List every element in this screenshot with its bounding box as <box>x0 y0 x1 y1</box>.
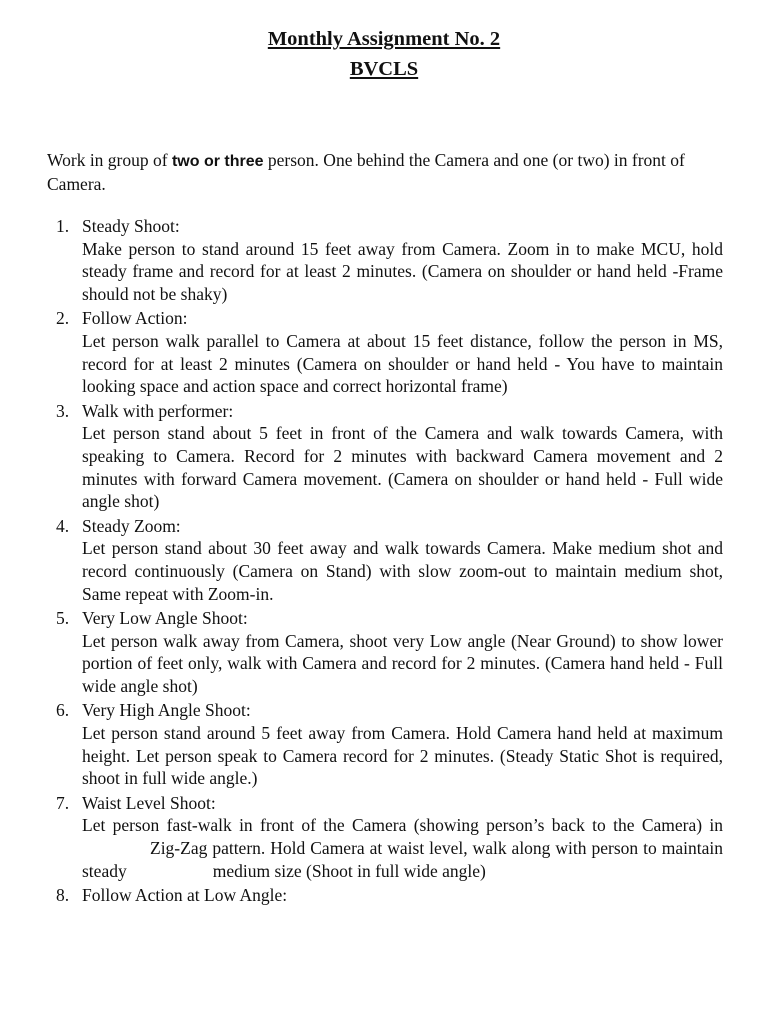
list-item <box>47 699 723 789</box>
list-item <box>47 884 723 907</box>
item-body: Let person walk away from Camera, shoot very Low angle (Near Ground) to show lower portion of feet only, walk with Camera and record for 2 minutes. (Camera hand held - Full wide angle shot) <box>82 630 723 696</box>
item-heading: Waist Level Shoot: <box>82 792 216 813</box>
item-number: 7. <box>56 792 70 813</box>
document-title: Monthly Assignment No. 2 <box>267 28 501 50</box>
item-heading: Follow Action at Low Angle: <box>82 885 288 906</box>
document-subtitle: BVCLS <box>349 58 419 80</box>
item-number: 6. <box>56 700 70 721</box>
item-body: Let person walk parallel to Camera at about 15 feet distance, follow the person in MS, record for at least 2 minutes (Camera on shoulder or hand held - You have to maintain looking space and action space and correct horizontal frame) <box>82 330 723 397</box>
item-number: 1. <box>56 216 70 236</box>
item-heading: Very Low Angle Shoot: <box>82 608 248 629</box>
item-body: Let person fast-walk in front of the Camera (showing person’s back to the Camera) inZig-Zag pattern. Hold Camera at waist level, walk along with person to maintain steady medium size (Shoot in full wide angle) <box>82 815 723 881</box>
item-heading: Steady Zoom: <box>82 515 181 536</box>
item-number: 2. <box>56 308 70 329</box>
item-heading: Very High Angle Shoot: <box>82 700 251 721</box>
list-item <box>47 515 723 605</box>
assignment-list <box>47 215 723 909</box>
list-item <box>47 607 723 697</box>
item-number: 8. <box>56 885 70 906</box>
item-number: 5. <box>56 608 70 629</box>
item-body: Make person to stand around 15 feet away from Camera. Zoom in to make MCU, hold steady frame and record for at least 2 minutes. (Camera on shoulder or hand held -Frame should not be shaky) <box>82 238 723 304</box>
item-heading: Walk with performer: <box>82 400 234 421</box>
item-number: 4. <box>56 515 70 536</box>
list-item <box>47 215 723 305</box>
item-body: Let person stand about 30 feet away and walk towards Camera. Make medium shot and record continuously (Camera on Stand) with slow zoom-out to maintain medium shot, Same repeat with Zoom-in. <box>82 538 723 604</box>
item-body: Let person stand about 5 feet in front of the Camera and walk towards Camera, with speaking to Camera. Record for 2 minutes with backward Camera movement and 2 minutes with forward Camera movement. (Camera on shoulder or hand held - Full wide angle shot) <box>82 423 723 512</box>
item-body: Let person stand around 5 feet away from Camera. Hold Camera hand held at maximum height. Let person speak to Camera record for 2 minutes. (Steady Static Shot is required, shoot in full wide angle.) <box>82 723 723 789</box>
intro-paragraph: Work in group of two or three person. One behind the Camera and one (or two) in front of Camera. <box>47 150 685 194</box>
list-item <box>47 400 723 513</box>
list-item <box>47 792 723 882</box>
item-number: 3. <box>56 400 70 421</box>
item-heading: Follow Action: <box>82 308 188 329</box>
intro-emphasis: two or three <box>171 153 264 170</box>
list-item <box>47 307 723 397</box>
item-heading: Steady Shoot: <box>82 216 180 236</box>
